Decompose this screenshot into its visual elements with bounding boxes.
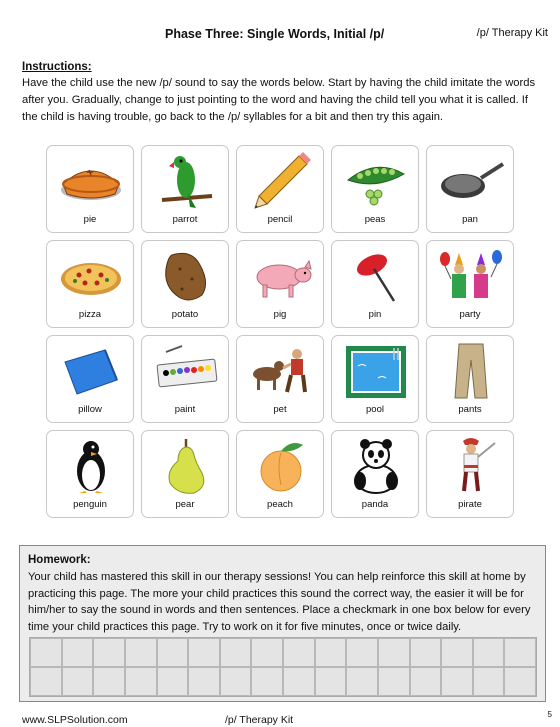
- practice-checkbox[interactable]: [473, 667, 505, 696]
- practice-checkbox[interactable]: [283, 667, 315, 696]
- potato-icon: [152, 245, 220, 307]
- word-card-pants: [426, 335, 514, 423]
- practice-checkbox[interactable]: [441, 667, 473, 696]
- word-card-panda: [331, 430, 419, 518]
- paint-icon: [152, 340, 220, 402]
- pizza-icon: [57, 245, 125, 307]
- word-label: pool: [366, 404, 384, 415]
- penguin-icon: [57, 435, 125, 497]
- practice-checkbox[interactable]: [378, 638, 410, 667]
- word-label: paint: [174, 404, 196, 415]
- word-card-pear: [141, 430, 229, 518]
- word-card-grid: [46, 145, 514, 522]
- word-card-pizza: [46, 240, 134, 328]
- word-label: pin: [368, 309, 382, 320]
- word-card-pan: [426, 145, 514, 233]
- word-label: pants: [458, 404, 482, 415]
- word-label: panda: [361, 499, 389, 510]
- practice-checkbox[interactable]: [410, 638, 442, 667]
- practice-checkbox[interactable]: [93, 638, 125, 667]
- word-label: pencil: [267, 214, 293, 225]
- pet-icon: [247, 340, 315, 402]
- word-label: peach: [267, 499, 293, 510]
- pencil-icon: [247, 150, 315, 212]
- kit-label: /p/ Therapy Kit: [476, 27, 548, 39]
- checkbox-grid: [29, 637, 537, 697]
- pan-icon: [437, 150, 505, 212]
- practice-checkbox[interactable]: [30, 667, 62, 696]
- word-card-pencil: [236, 145, 324, 233]
- peas-icon: [342, 150, 410, 212]
- practice-checkbox[interactable]: [473, 638, 505, 667]
- pants-icon: [437, 340, 505, 402]
- pear-icon: [152, 435, 220, 497]
- practice-checkbox[interactable]: [157, 667, 189, 696]
- practice-checkbox[interactable]: [93, 667, 125, 696]
- word-card-pool: [331, 335, 419, 423]
- homework-heading: Homework:: [28, 554, 91, 566]
- practice-checkbox[interactable]: [410, 667, 442, 696]
- footer-kit: /p/ Therapy Kit: [225, 714, 294, 726]
- pie-icon: [57, 150, 125, 212]
- practice-checkbox[interactable]: [504, 638, 536, 667]
- word-card-penguin: [46, 430, 134, 518]
- party-icon: [437, 245, 505, 307]
- word-label: pirate: [458, 499, 482, 510]
- practice-checkbox[interactable]: [251, 667, 283, 696]
- practice-checkbox[interactable]: [504, 667, 536, 696]
- practice-checkbox[interactable]: [30, 638, 62, 667]
- panda-icon: [342, 435, 410, 497]
- word-label: pan: [462, 214, 478, 225]
- word-card-parrot: [141, 145, 229, 233]
- pillow-icon: [57, 340, 125, 402]
- word-label: penguin: [73, 499, 107, 510]
- pin-icon: [342, 245, 410, 307]
- word-card-pirate: [426, 430, 514, 518]
- page-number: 5: [547, 710, 552, 719]
- word-card-pet: [236, 335, 324, 423]
- word-card-potato: [141, 240, 229, 328]
- word-label: party: [459, 309, 481, 320]
- pool-icon: [342, 340, 410, 402]
- word-label: pillow: [78, 404, 102, 415]
- instructions-heading: Instructions:: [22, 61, 92, 73]
- word-label: pizza: [78, 309, 102, 320]
- footer-website: www.SLPSolution.com: [22, 714, 128, 726]
- practice-checkbox[interactable]: [125, 667, 157, 696]
- word-label: potato: [171, 309, 199, 320]
- practice-checkbox[interactable]: [62, 667, 94, 696]
- word-label: pig: [273, 309, 287, 320]
- word-label: pet: [273, 404, 287, 415]
- parrot-icon: [152, 150, 220, 212]
- instructions-text: Have the child use the new /p/ sound to say the words below. Start by having the child imitate the words after you. Gradually, change to just pointing to the word and having the child tell you what it is called. If the child is having trouble, go back to the /p/ syllables for a bit and then try this again.: [22, 77, 536, 123]
- practice-checkbox[interactable]: [220, 638, 252, 667]
- pirate-icon: [437, 435, 505, 497]
- practice-checkbox[interactable]: [62, 638, 94, 667]
- practice-checkbox[interactable]: [283, 638, 315, 667]
- practice-checkbox[interactable]: [315, 638, 347, 667]
- practice-checkbox[interactable]: [315, 667, 347, 696]
- practice-checkbox[interactable]: [125, 638, 157, 667]
- homework-text: Your child has mastered this skill in our therapy sessions! You can help reinforce this skill at home by practicing this page. The more your child practices this sound the correct way, the easier it will be for him/her to say the sound in words and then sentences. Place a checkmark in one box below for every time your child practices this page. Try to work on it for five minutes, once or twice daily.: [28, 571, 531, 633]
- word-card-peach: [236, 430, 324, 518]
- word-label: parrot: [172, 214, 198, 225]
- homework-box: [19, 545, 546, 702]
- word-card-party: [426, 240, 514, 328]
- practice-checkbox[interactable]: [188, 667, 220, 696]
- practice-checkbox[interactable]: [157, 638, 189, 667]
- page-title: Phase Three: Single Words, Initial /p/: [165, 27, 385, 41]
- word-label: pear: [175, 499, 195, 510]
- word-label: peas: [364, 214, 386, 225]
- practice-checkbox[interactable]: [378, 667, 410, 696]
- practice-checkbox[interactable]: [346, 638, 378, 667]
- word-card-pig: [236, 240, 324, 328]
- word-card-pillow: [46, 335, 134, 423]
- practice-checkbox[interactable]: [188, 638, 220, 667]
- word-card-peas: [331, 145, 419, 233]
- word-card-pin: [331, 240, 419, 328]
- peach-icon: [247, 435, 315, 497]
- practice-checkbox[interactable]: [346, 667, 378, 696]
- word-card-pie: [46, 145, 134, 233]
- word-card-paint: [141, 335, 229, 423]
- practice-checkbox[interactable]: [251, 638, 283, 667]
- practice-checkbox[interactable]: [441, 638, 473, 667]
- pig-icon: [247, 245, 315, 307]
- practice-checkbox[interactable]: [220, 667, 252, 696]
- word-label: pie: [83, 214, 97, 225]
